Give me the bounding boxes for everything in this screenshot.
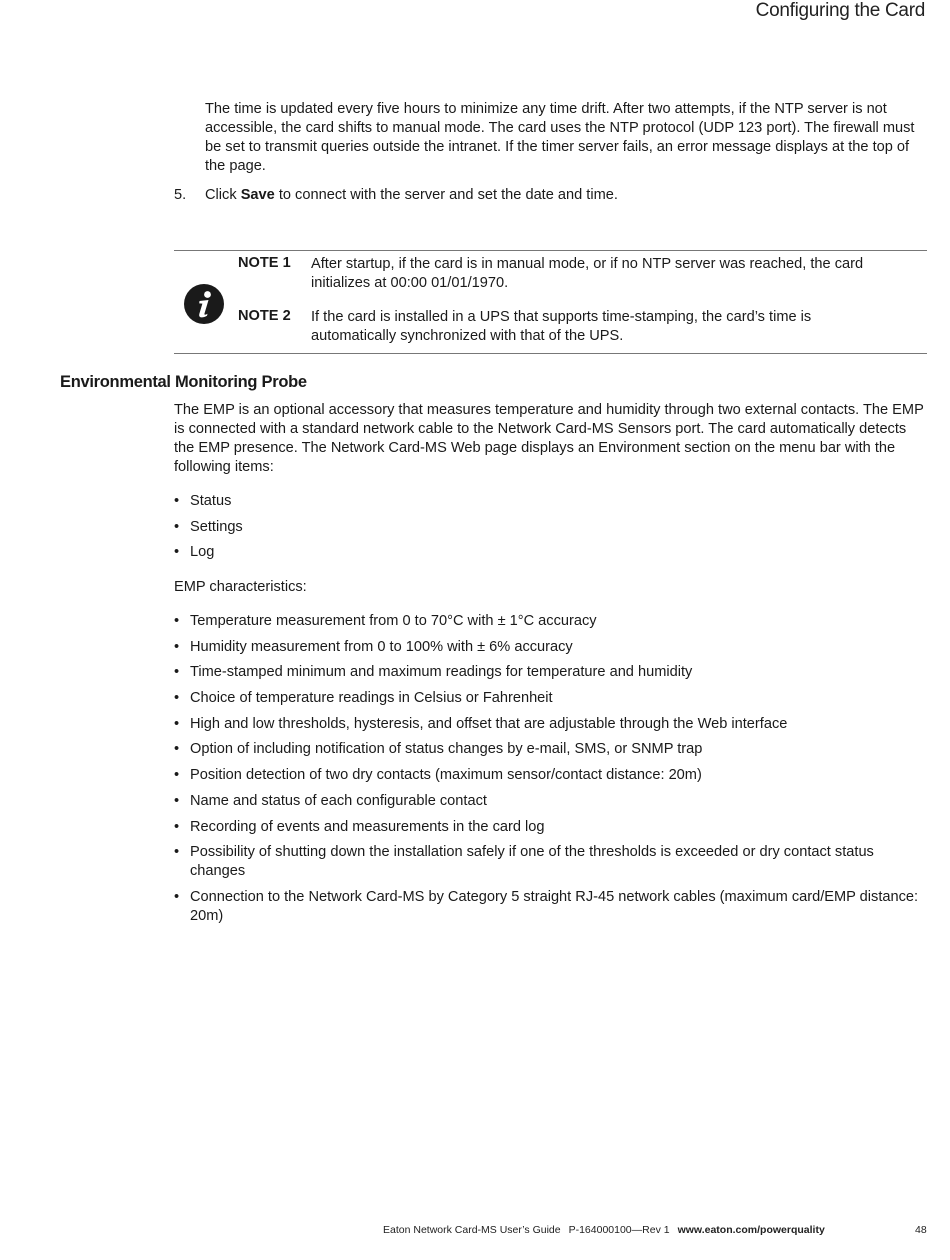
list-item: • Log	[174, 543, 243, 569]
list-item: • Choice of temperature readings in Celsius or Fahrenheit	[174, 689, 926, 708]
list-item: • Position detection of two dry contacts (maximum sensor/contact distance: 20m)	[174, 766, 926, 785]
note-1-label: NOTE 1	[238, 255, 291, 271]
notes-box	[174, 250, 927, 354]
list-item: • Possibility of shutting down the installation safely if one of the thresholds is exceeded or dry contact status changes	[174, 843, 926, 881]
list-item: • Settings	[174, 518, 243, 544]
footer-url: www.eaton.com/powerquality	[677, 1224, 825, 1236]
note-2-label: NOTE 2	[238, 308, 291, 324]
step-save-keyword: Save	[240, 187, 275, 203]
list-item: • Status	[174, 492, 243, 518]
step-suffix: to connect with the server and set the date and time.	[274, 187, 618, 203]
footer-page-number: 48	[915, 1224, 927, 1236]
list-item: • Name and status of each configurable contact	[174, 792, 926, 811]
ntp-paragraph: The time is updated every five hours to minimize any time drift. After two attempts, if the NTP server is not accessible, the card shifts to manual mode. The card uses the NTP protocol (UDP 123 port). The firewall must be set to transmit queries outside the intranet. If the timer server fails, an error message displays at the top of the page.	[205, 101, 915, 174]
list-item: • Time-stamped minimum and maximum readings for temperature and humidity	[174, 663, 926, 682]
emp-paragraph: The EMP is an optional accessory that measures temperature and humidity through two external contacts. The EMP is connected with a standard network cable to the Network Card-MS Sensors port. The card automatically detects the EMP presence. The Network Card-MS Web page displays an Environment section on the menu bar with the following items:	[174, 402, 924, 475]
list-item: • Temperature measurement from 0 to 70°C with ± 1°C accuracy	[174, 612, 926, 631]
list-item: • Recording of events and measurements in the card log	[174, 818, 926, 837]
step-prefix: Click	[205, 187, 241, 203]
list-item: • Option of including notification of status changes by e-mail, SMS, or SNMP trap	[174, 740, 926, 759]
info-icon	[184, 284, 224, 324]
emp-characteristics-list	[174, 612, 926, 933]
environment-menu-items-list	[174, 492, 243, 569]
list-item: • Humidity measurement from 0 to 100% with ± 6% accuracy	[174, 638, 926, 657]
step-number: 5.	[174, 187, 187, 203]
emp-characteristics-label: EMP characteristics:	[174, 579, 307, 595]
page-footer	[383, 1224, 927, 1236]
list-item: • High and low thresholds, hysteresis, and offset that are adjustable through the Web interface	[174, 715, 926, 734]
note-2-text: If the card is installed in a UPS that supports time-stamping, the card’s time is automatically synchronized with that of the UPS.	[311, 309, 812, 344]
list-item: • Connection to the Network Card-MS by Category 5 straight RJ-45 network cables (maximum card/EMP distance: 20m)	[174, 888, 926, 926]
page-header-title: Configuring the Card	[755, 0, 925, 21]
section-title-emp: Environmental Monitoring Probe	[60, 373, 307, 391]
footer-guide-title: Eaton Network Card-MS User’s Guide	[383, 1224, 561, 1236]
step-5	[174, 186, 914, 205]
footer-doc-number: P-164000100—Rev 1	[568, 1224, 670, 1236]
note-1-text: After startup, if the card is in manual mode, or if no NTP server was reached, the card initializes at 00:00 01/01/1970.	[311, 256, 864, 291]
